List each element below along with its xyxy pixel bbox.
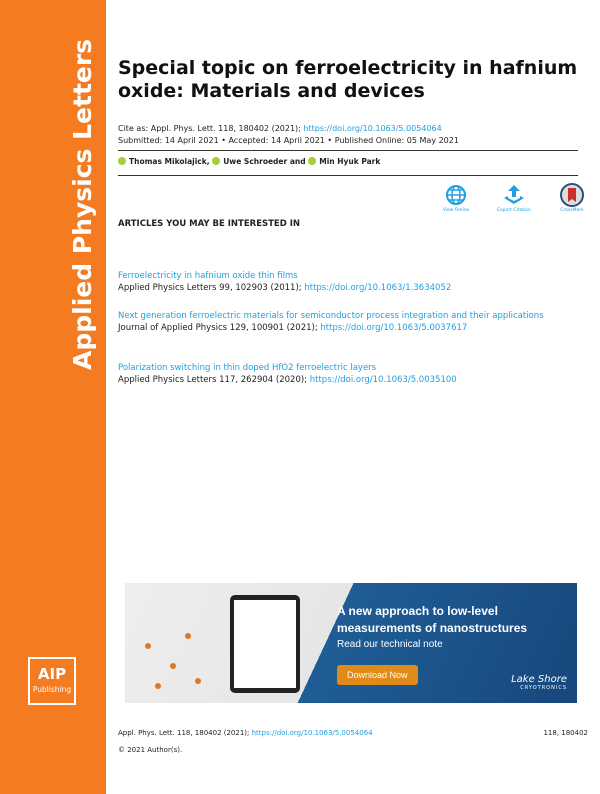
molecule-graphic [185,633,191,639]
orcid-icon[interactable] [118,157,126,165]
molecule-graphic [145,643,151,649]
journal-sidebar [0,0,106,794]
footer-doi-link[interactable]: https://doi.org/10.1063/5.0054064 [251,729,373,737]
brand: Lake Shore [511,674,567,685]
crossmark-button[interactable] [552,182,592,213]
related-article-ref: Applied Physics Letters 99, 102903 (2011); [118,283,302,293]
advertisement-banner[interactable] [125,583,577,703]
footer [118,729,588,737]
author-list [118,157,380,166]
tablet-image [230,595,300,693]
molecule-graphic [170,663,176,669]
dates: Submitted: 14 April 2021 • Accepted: 14 April 2021 • Published Online: 05 May 2021 [118,136,459,145]
aip-publishing-logo [28,657,76,705]
article-doi-link[interactable]: https://doi.org/10.1063/5.0054064 [303,124,442,133]
icon-label: View Online [442,208,470,213]
author[interactable]: Uwe Schroeder and [223,157,306,166]
related-article-doi[interactable]: https://doi.org/10.1063/1.3634052 [304,283,452,293]
cite-prefix: Cite as: Appl. Phys. Lett. 118, 180402 (2021); [118,124,301,133]
related-article [118,270,578,294]
export-icon [494,182,534,208]
related-article-ref: Applied Physics Letters 117, 262904 (2020); [118,375,308,385]
logo-subtext: Publishing [32,685,72,694]
molecule-graphic [195,678,201,684]
related-article [118,362,578,386]
related-article-ref: Journal of Applied Physics 129, 100901 (2021); [118,323,318,333]
divider [118,150,578,151]
author[interactable]: Min Hyuk Park [319,157,381,166]
download-now-button[interactable]: Download Now [337,665,418,685]
related-article-doi[interactable]: https://doi.org/10.1063/5.0035100 [309,375,457,385]
divider [118,175,578,176]
logo-text: AIP [37,665,67,683]
journal-name: Applied Physics Letters [68,38,97,370]
lake-shore-logo [511,674,567,691]
copyright: © 2021 Author(s). [118,746,183,754]
article-title: Special topic on ferroelectricity in hafnium oxide: Materials and devices [118,57,578,102]
molecule-graphic [155,683,161,689]
crossmark-icon [552,182,592,208]
author[interactable]: Thomas Mikolajick, [129,157,210,166]
related-article [118,310,578,334]
related-articles-heading: ARTICLES YOU MAY BE INTERESTED IN [118,219,301,229]
citation-block [118,123,459,147]
orcid-icon[interactable] [308,157,316,165]
brand-sub: CRYOTRONICS [520,685,567,691]
related-article-title[interactable]: Ferroelectricity in hafnium oxide thin films [118,271,298,281]
globe-icon [436,182,476,208]
icon-label: Export Citation [497,208,531,213]
related-article-title[interactable]: Polarization switching in thin doped HfO2 ferroelectric layers [118,363,377,373]
ad-subtext: Read our technical note [337,639,443,650]
ad-headline: A new approach to low-level measurements of nanostructures [337,604,528,635]
orcid-icon[interactable] [212,157,220,165]
icon-label: CrossMark [560,208,584,213]
footer-page: 118, 180402 [543,729,588,737]
related-article-title[interactable]: Next generation ferroelectric materials for semiconductor process integration and their applications [118,311,544,321]
related-article-doi[interactable]: https://doi.org/10.1063/5.0037617 [320,323,468,333]
view-online-button[interactable] [436,182,476,213]
export-citation-button[interactable] [494,182,534,213]
footer-cite: Appl. Phys. Lett. 118, 180402 (2021); [118,729,250,737]
